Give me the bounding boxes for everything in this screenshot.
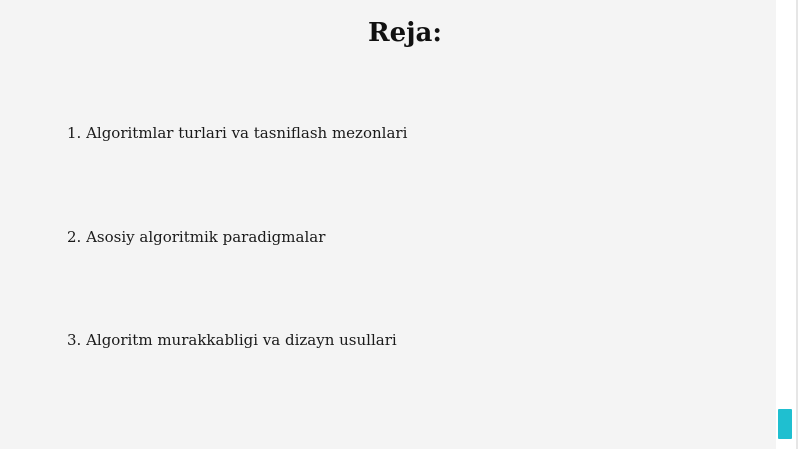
scrollbar-thumb[interactable] — [778, 409, 792, 439]
plan-item-1: 1. Algoritmlar turlari va tasniflash mezonlari — [67, 124, 408, 142]
plan-item-2: 2. Asosiy algoritmik paradigmalar — [67, 228, 326, 246]
scrollbar-edge — [796, 0, 798, 449]
slide-title: Reja: — [367, 18, 442, 48]
plan-item-3: 3. Algoritm murakkabligi va dizayn usullari — [67, 331, 397, 349]
